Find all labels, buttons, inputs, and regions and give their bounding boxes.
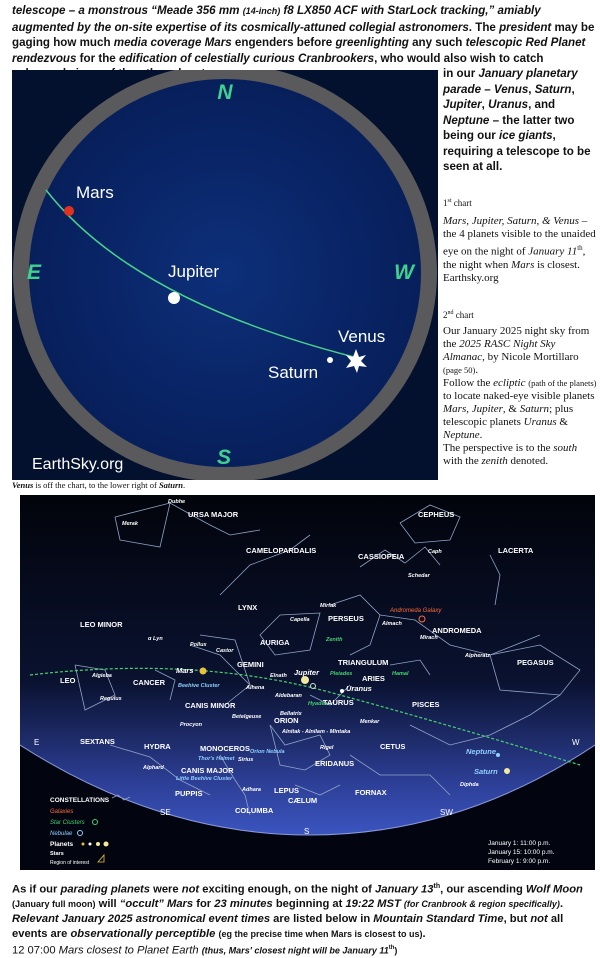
sidebar-text: in our <box>443 67 479 80</box>
event-text: ) <box>394 945 398 956</box>
bottom-text: Relevant January 2025 astronomical event times <box>12 912 271 925</box>
sidebar-text: Jupiter <box>443 98 482 111</box>
caption-text: Jupiter <box>471 403 503 415</box>
label-andromeda: ANDROMEDA <box>432 626 482 635</box>
bottom-text: all events are <box>12 912 564 940</box>
bottom-text: parading planets <box>60 883 151 896</box>
label-leo: LEO <box>60 676 76 685</box>
caption-text: is closest. Earthsky.org <box>443 258 580 285</box>
label-ursa-major: URSA MAJOR <box>188 510 239 519</box>
label-lepus: LEPUS <box>274 786 300 795</box>
heading-num: 1 <box>443 198 448 208</box>
sidebar-text: ice giants <box>499 129 553 142</box>
footnote-text: . <box>183 480 186 490</box>
compass-southwest: SW <box>440 808 453 817</box>
label-puppis: PUPPIS <box>175 789 203 798</box>
sidebar-text: , and <box>528 98 556 111</box>
chart2-heading <box>443 307 597 322</box>
star-mirfak: Mirfak <box>320 603 337 609</box>
bottom-text: beginning at <box>272 898 346 911</box>
bottom-text: 19:22 MST <box>345 898 401 911</box>
label-cassiopeia: CASSIOPEIA <box>358 552 405 561</box>
chart1-caption-text <box>443 215 597 286</box>
sidebar-text: Venus <box>493 82 529 96</box>
label-mars: Mars <box>176 666 194 675</box>
dir-west: W <box>394 261 414 284</box>
dir-east: E <box>26 261 42 284</box>
label-hyades: Hyades <box>308 701 328 707</box>
chart2-caption-p2 <box>443 377 597 442</box>
star-castor: Castor <box>216 648 234 654</box>
star-procyon: Procyon <box>180 722 203 728</box>
bottom-text: . <box>559 898 564 911</box>
earthsky-chart-svg <box>12 70 438 480</box>
bottom-text: exciting enough, on the night of <box>199 883 376 896</box>
bottom-sup: th <box>433 883 441 890</box>
label-cancer: CANCER <box>133 678 166 687</box>
jupiter-dot <box>168 292 180 304</box>
intro-text: telescopic Red Planet rendezvous <box>12 36 586 65</box>
legend-planets: Planets <box>50 841 74 848</box>
intro-text: on-site expertise of its cosmically-attuned collegial astronomers <box>114 20 469 34</box>
legend-planet-4 <box>104 842 109 847</box>
caption-text: Mars, Jupiter, Saturn, & Venus <box>443 214 579 227</box>
compass-west: W <box>572 738 580 747</box>
star-adhara: Adhara <box>242 787 261 793</box>
label-lacerta: LACERTA <box>498 546 534 555</box>
caption-text: , & <box>502 403 520 415</box>
star-caph: Caph <box>428 549 442 555</box>
star-rigel: Rigel <box>320 745 334 751</box>
label-pisces: PISCES <box>412 700 440 709</box>
intro-text: may be gaging how much <box>12 20 595 49</box>
star-alpheratz: Alpheratz <box>465 653 491 659</box>
star-alphard: Alphard <box>143 765 164 771</box>
heading-sup: st <box>447 198 452 204</box>
legend-region: Region of interest <box>50 860 90 866</box>
legend-galaxies: Galaxies <box>50 809 74 815</box>
sidebar-paragraph <box>443 66 597 175</box>
bottom-text: were <box>150 883 182 896</box>
intro-text: any such <box>408 36 466 49</box>
star-almach: Almach <box>382 621 402 627</box>
label-jupiter: Jupiter <box>294 668 320 677</box>
label-lynx: LYNX <box>238 603 258 612</box>
bottom-text: are listed below in <box>270 912 374 925</box>
star-menkar: Menkar <box>360 719 380 725</box>
bottom-text: Mars <box>167 898 194 911</box>
star-schedar: Schedar <box>408 573 430 579</box>
label-zenith: Zenith <box>326 637 343 643</box>
sidebar-text: , requiring a telescope to be seen at all. <box>443 129 591 173</box>
bottom-text: Wolf Moon <box>525 883 583 896</box>
caption-text: Neptune <box>443 429 480 441</box>
neptune-dot <box>496 753 500 757</box>
sidebar-text: – <box>481 82 494 96</box>
sidebar-text: , <box>528 82 535 96</box>
mars-dot <box>200 668 207 675</box>
star-bellatrix: Bellatrix <box>280 711 302 717</box>
mars-dot <box>64 206 74 216</box>
jupiter-label: Jupiter <box>168 262 220 281</box>
bottom-paragraph <box>12 880 596 958</box>
caption-text: Mars <box>443 403 467 415</box>
caption-text: – the 4 planets visible to the unaided eye on the night of <box>443 214 596 258</box>
intro-text: f8 LX850 ACF with StarLock tracking,” amiably augmented by the <box>12 4 541 34</box>
sidebar-text: – the latter two being our <box>443 113 575 142</box>
dir-south: S <box>216 446 232 469</box>
caption-text: ; plus telescopic planets <box>443 403 574 428</box>
label-andromeda-galaxy: Andromeda Galaxy <box>390 608 442 614</box>
caption-text: (page 50) <box>443 365 476 375</box>
star-merak: Merak <box>122 521 138 527</box>
legend-planet-2 <box>89 843 92 846</box>
bottom-text: not <box>181 883 200 896</box>
legend-star-clusters: Star Clusters <box>50 820 85 826</box>
label-taurus: TAURUS <box>323 698 354 707</box>
caption-text: . <box>475 364 479 376</box>
label-eridanus: ERIDANUS <box>315 759 355 768</box>
caption-text: , <box>466 403 472 415</box>
bottom-text: for <box>193 898 215 911</box>
label-cepheus: CEPHEUS <box>418 510 455 519</box>
legend-planet-1 <box>82 843 85 846</box>
bottom-text: “occult” <box>119 898 164 911</box>
star-pollux: Pollux <box>190 642 207 648</box>
label-caelum: CÆLUM <box>288 796 318 805</box>
earthsky-chart <box>12 70 438 480</box>
label-monoceros: MONOCEROS <box>200 744 251 753</box>
sidebar-text: January planetary parade <box>443 67 578 96</box>
caption-text: Mars <box>511 258 535 271</box>
label-canis-minor: CANIS MINOR <box>185 701 236 710</box>
star-orion-belt: Alnitak - Alnilam - Mintaka <box>282 729 351 735</box>
caption-text: to locate naked-eye visible planets <box>443 390 595 402</box>
footnote-text: Saturn <box>158 480 184 490</box>
time-jan-15: January 15: 10:00 p.m. <box>488 849 555 856</box>
bottom-text: (eg the precise time when Mars is closest to us) <box>218 928 423 939</box>
caption-text: south <box>553 442 578 454</box>
bottom-text: (January full moon) <box>12 899 96 910</box>
label-canis-major: CANIS MAJOR <box>181 766 234 775</box>
star-betelgeuse: Betelgeuse <box>232 714 262 720</box>
caption-text: Our January 2025 night sky from the <box>443 325 590 350</box>
event-times-paragraph <box>12 912 596 941</box>
label-columba: COLUMBA <box>235 806 274 815</box>
star-alhena: Alhena <box>246 685 265 691</box>
caption-sup: th <box>577 243 583 252</box>
saturn-label: Saturn <box>268 363 319 382</box>
compass-east: E <box>34 738 40 747</box>
label-beehive-cluster: Beehive Cluster <box>178 683 220 689</box>
caption-text: with the <box>443 455 482 467</box>
label-cetus: CETUS <box>380 742 406 751</box>
caption-text: The perspective is to the <box>443 442 554 454</box>
heading-sup: nd <box>447 310 454 316</box>
saturn-dot <box>504 768 510 774</box>
caption-text: Uranus <box>523 416 557 428</box>
star-mirach: Mirach <box>420 635 438 641</box>
bottom-text: not <box>530 912 548 925</box>
bottom-text: January 13 <box>375 883 434 896</box>
caption-text: January 11 <box>528 245 578 258</box>
event-sup: th <box>388 945 395 952</box>
caption-text: Saturn <box>519 403 550 415</box>
chart2-caption-p3 <box>443 442 597 468</box>
caption-text: denoted. <box>507 455 549 467</box>
label-orion-nebula: Orion Nebula <box>250 749 285 755</box>
occultation-paragraph <box>12 880 596 912</box>
caption-text: & <box>556 416 568 428</box>
bottom-text: , but <box>503 912 531 925</box>
label-auriga: AURIGA <box>260 638 290 647</box>
intro-text: (14-inch) <box>242 6 281 16</box>
star-elnath: Elnath <box>270 673 287 679</box>
venus-label: Venus <box>338 327 386 346</box>
label-aries: ARIES <box>362 674 385 683</box>
caption-text: Follow the <box>443 377 494 389</box>
label-little-beehive: Little Beehive Cluster <box>176 776 233 782</box>
bottom-text: observationally perceptible <box>70 927 216 940</box>
chart2-caption <box>443 307 597 468</box>
caption-text: (path of the planets) <box>528 378 597 388</box>
star-alpha-lyncis: α Lyn <box>148 636 163 642</box>
bottom-text: , our ascending <box>440 883 526 896</box>
label-uranus: Uranus <box>346 684 372 693</box>
earthsky-credit: EarthSky.org <box>32 456 124 473</box>
intro-text: for the <box>76 51 119 65</box>
sidebar-text: Uranus <box>488 98 529 111</box>
sidebar-text: Neptune <box>443 113 490 127</box>
intro-text: president <box>499 20 552 34</box>
star-aldebaran: Aldebaran <box>275 693 302 699</box>
label-saturn: Saturn <box>474 767 498 776</box>
intro-text: telescope – a monstrous “Meade 356 mm <box>12 4 243 17</box>
time-jan-1: January 1: 11:00 p.m. <box>488 840 551 847</box>
heading-num: 2 <box>443 310 448 320</box>
caption-text: ecliptic <box>493 377 526 389</box>
star-sirius: Sirius <box>238 757 254 763</box>
intro-text: greenlighting <box>335 36 409 49</box>
sidebar-text: , <box>571 82 575 96</box>
caption-text: , the night when <box>443 245 586 271</box>
caption-text: zenith <box>481 455 508 467</box>
label-sextans: SEXTANS <box>80 737 115 746</box>
caption-text: , by Nicole Mortillaro <box>482 351 579 363</box>
legend-nebulae: Nebulae <box>50 831 73 837</box>
bottom-text: (for Cranbrook & region specifically) <box>403 899 560 910</box>
mars-label: Mars <box>76 183 114 202</box>
intro-text: , who would also wish to catch <box>374 51 544 65</box>
footnote-text: Venus <box>12 480 34 490</box>
label-gemini: GEMINI <box>237 660 264 669</box>
event-date-time: 12 07:00 <box>12 944 59 957</box>
sidebar-text: , <box>481 98 489 111</box>
label-neptune: Neptune <box>466 747 496 756</box>
sky-disc <box>26 79 421 467</box>
uranus-dot <box>340 689 344 693</box>
sidebar-text: Saturn <box>534 82 572 96</box>
label-leo-minor: LEO MINOR <box>80 620 123 629</box>
event-text: Mars closest to Planet Earth <box>58 944 199 957</box>
label-fornax: FORNAX <box>355 788 387 797</box>
caption-text: . <box>479 429 483 441</box>
chart1-caption <box>443 195 597 286</box>
legend-stars: Stars <box>50 851 64 857</box>
star-algieba: Algieba <box>92 673 112 679</box>
star-diphda: Diphda <box>460 782 479 788</box>
label-pleiades: Pleiades <box>330 671 353 677</box>
saturn-dot <box>327 357 333 363</box>
chart1-footnote <box>12 480 185 490</box>
legend-constellations: CONSTELLATIONS <box>50 797 110 804</box>
label-camelopardalis: CAMELOPARDALIS <box>246 546 317 555</box>
chart2-caption-p1 <box>443 325 597 377</box>
footnote-text: is off the chart, to the lower right of <box>33 480 159 490</box>
legend-planet-3 <box>96 842 100 846</box>
bottom-text: As if our <box>12 883 61 896</box>
heading-word: chart <box>451 198 472 208</box>
intro-text: media coverage Mars <box>113 36 232 49</box>
label-hydra: HYDRA <box>144 742 171 751</box>
intro-text: edification of celestially curious Cranbrookers <box>118 51 375 65</box>
star-hamal: Hamal <box>392 671 409 677</box>
label-thors-helmet: Thor's Helmet <box>198 756 235 762</box>
star-regulus: Regulus <box>100 696 122 702</box>
compass-south: S <box>304 827 310 836</box>
label-triangulum: TRIANGULUM <box>338 658 389 667</box>
bottom-text: Mountain Standard Time <box>373 912 504 925</box>
heading-word: chart <box>453 310 474 320</box>
rasc-sky-chart <box>20 495 595 870</box>
bottom-text: . <box>422 927 426 940</box>
observing-times <box>488 840 555 865</box>
label-orion: ORION <box>274 716 299 725</box>
intro-text: engenders before <box>231 36 336 49</box>
star-dubhe: Dubhe <box>168 499 186 505</box>
event-text: (thus, Mars' closest night will be January 11 <box>201 945 389 956</box>
intro-text: . The <box>468 20 500 34</box>
compass-southeast: SE <box>160 808 171 817</box>
chart1-heading <box>443 195 597 211</box>
dir-north: N <box>217 81 233 104</box>
caption-text: 2025 RASC Night Sky Almanac <box>443 338 556 363</box>
event-entry <box>12 941 596 958</box>
bottom-text: 23 minutes <box>214 898 273 911</box>
time-feb-1: February 1: 9:00 p.m. <box>488 858 551 865</box>
rasc-sky-chart-svg <box>20 495 595 870</box>
star-capella: Capella <box>290 617 310 623</box>
jupiter-dot <box>301 676 309 684</box>
label-perseus: PERSEUS <box>328 614 364 623</box>
label-pegasus: PEGASUS <box>517 658 554 667</box>
bottom-text: will <box>95 898 120 911</box>
